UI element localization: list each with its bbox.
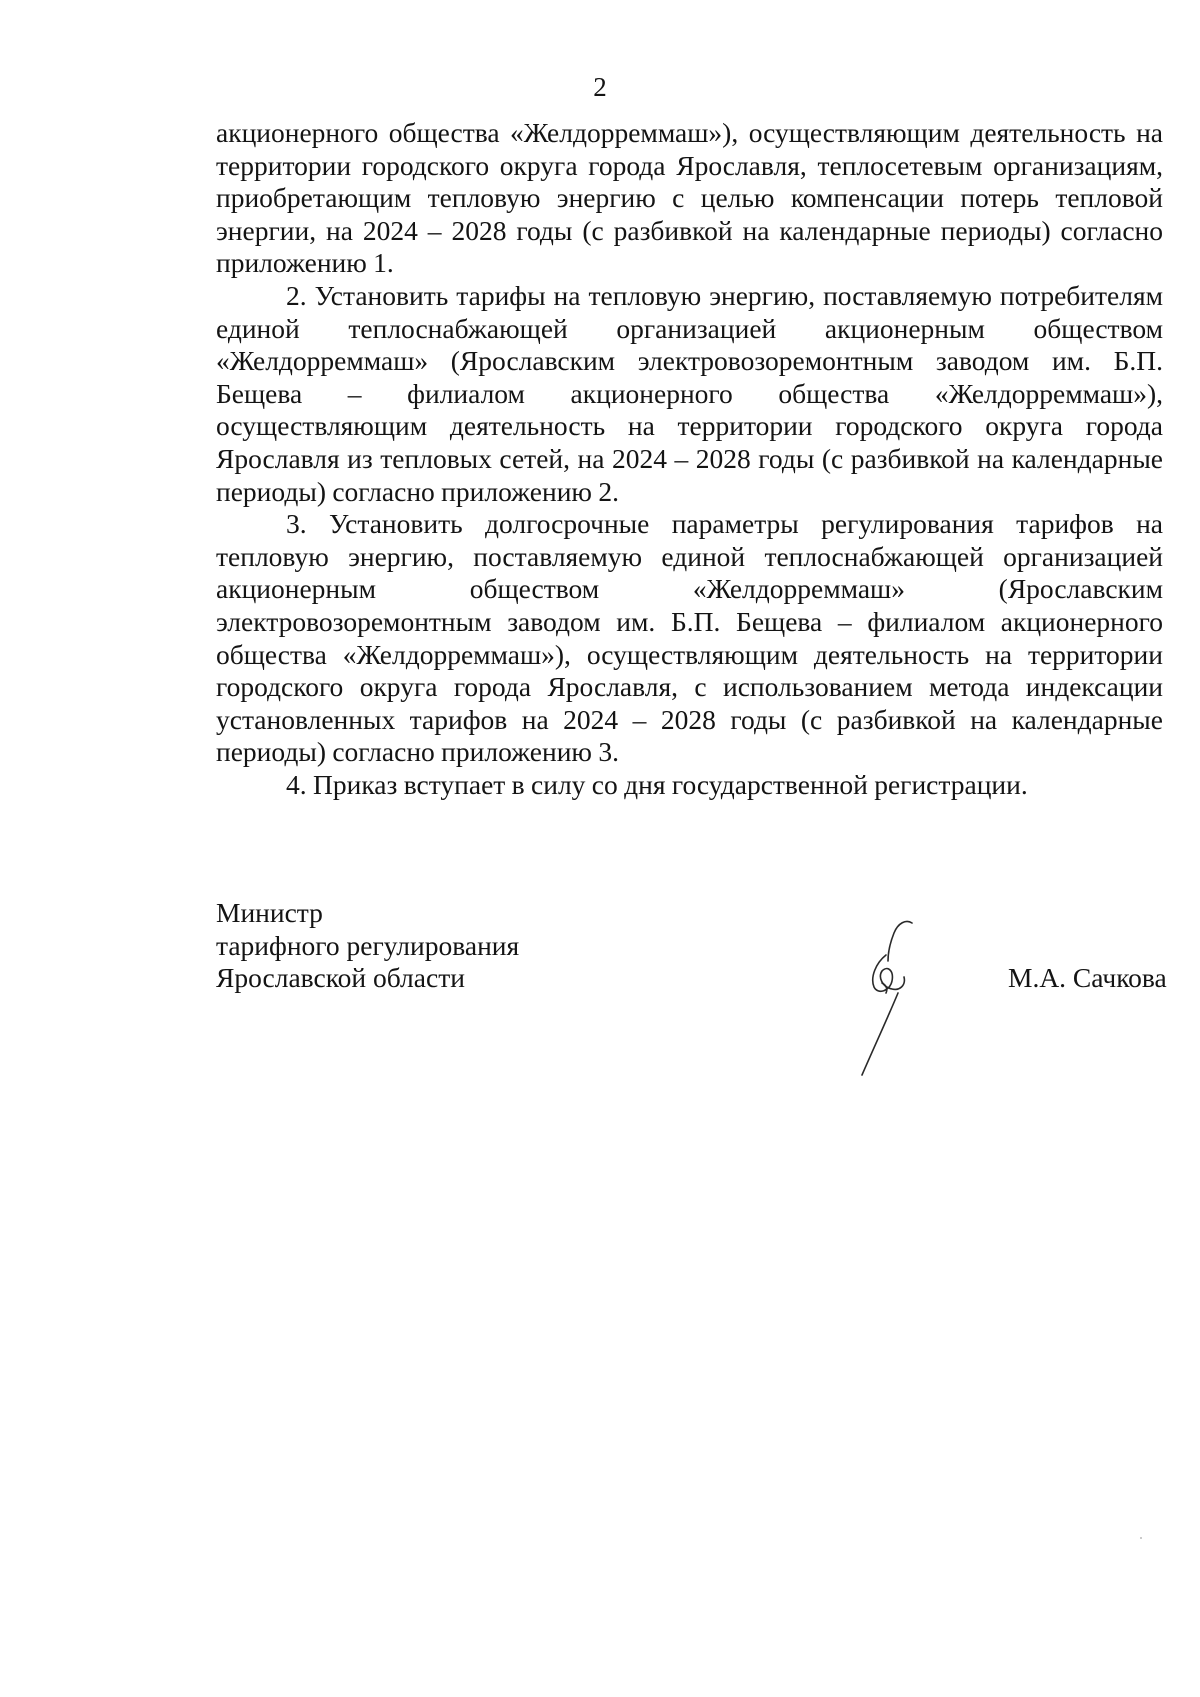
- handwritten-signature: [848, 915, 948, 1095]
- page-number: 2: [593, 72, 607, 102]
- position-line: тарифного регулирования: [216, 929, 520, 961]
- position-line: Министр: [216, 897, 323, 928]
- signatory-position: [216, 897, 519, 995]
- paragraph-continuation: акционерного общества «Желдорреммаш»), осуществляющим деятельность на территории городского округа города Ярославля, теплосетевым организациям, приобретающим тепловую энергию с целью компенсации потерь тепловой энергии, на 2024 – 2028 годы (с разбивкой на календарные периоды) согласно приложению 1.: [216, 117, 1163, 279]
- paragraph-item-3: 3. Установить долгосрочные параметры регулирования тарифов на тепловую энергию, поставляемую единой теплоснабжающей организацией акционерным обществом «Желдорреммаш» (Ярославским электровозоремонтным заводом им. Б.П. Бещева – филиалом акционерного общества «Желдорреммаш»), осуществляющим деятельность на территории городского округа города Ярославля, с использованием метода индексации установленных тарифов на 2024 – 2028 годы (с разбивкой на календарные периоды) согласно приложению 3.: [216, 508, 1163, 768]
- document-body: [216, 117, 1163, 801]
- position-line: Ярославской области: [216, 962, 465, 994]
- signer-name: М.А. Сачкова: [1008, 962, 1167, 993]
- paragraph-item-2: 2. Установить тарифы на тепловую энергию, поставляемую потребителям единой теплоснабжающей организацией акционерным обществом «Желдорреммаш» (Ярославским электровозоремонтным заводом им. Б.П. Бещева – филиалом акционерного общества «Желдорреммаш»), осуществляющим деятельность на территории городского округа города Ярославля из тепловых сетей, на 2024 – 2028 годы (с разбивкой на календарные периоды) согласно приложению 2.: [216, 279, 1163, 507]
- scan-artifact: [1140, 1537, 1142, 1539]
- paragraph-item-4: 4. Приказ вступает в силу со дня государственной регистрации.: [286, 768, 1028, 800]
